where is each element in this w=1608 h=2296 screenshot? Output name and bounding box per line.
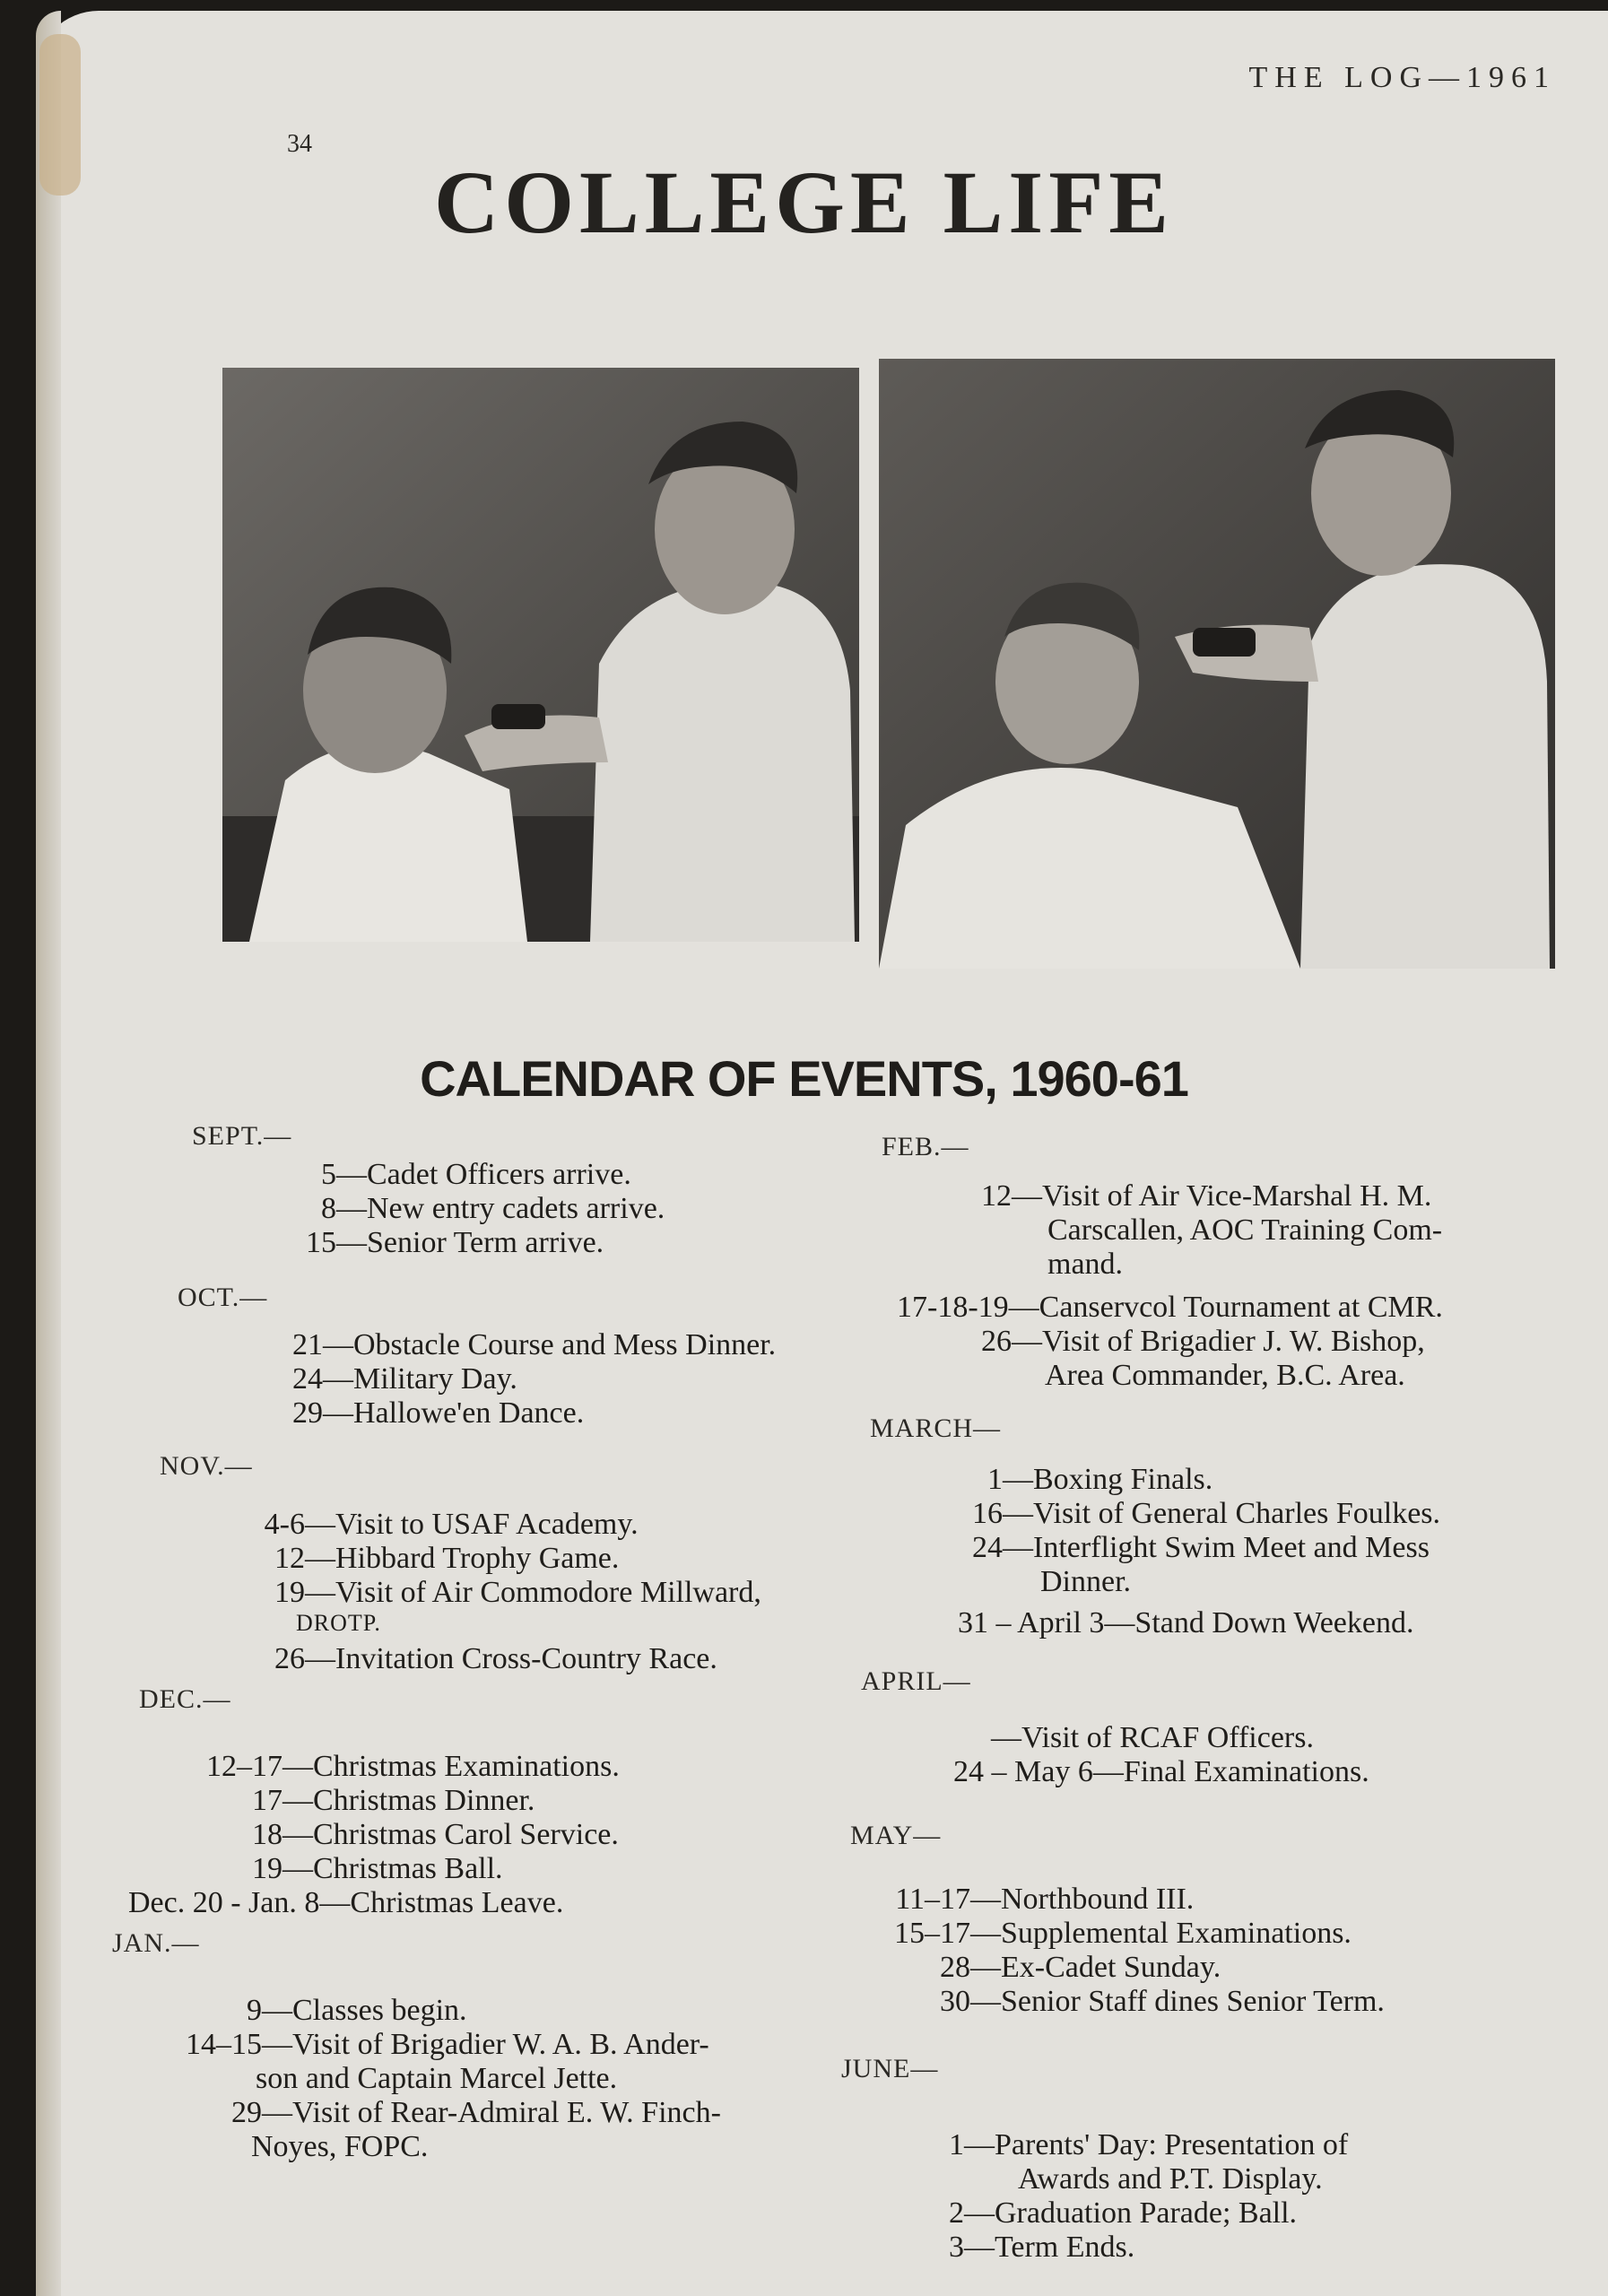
list-item: 3—Term Ends. — [949, 2231, 1135, 2264]
list-item: 11–17—Northbound III. — [895, 1883, 1195, 1916]
list-item: 14–15—Visit of Brigadier W. A. B. Ander- — [186, 2028, 709, 2061]
list-item: 12—Visit of Air Vice-Marshal H. M. — [981, 1179, 1432, 1213]
list-item: Carscallen, AOC Training Com- — [1047, 1213, 1443, 1247]
month-label-sept: SEPT.— — [192, 1121, 292, 1151]
list-item: 29—Visit of Rear-Admiral E. W. Finch- — [231, 2096, 721, 2129]
list-item: Dec. 20 - Jan. 8—Christmas Leave. — [128, 1886, 564, 1919]
page-title: COLLEGE LIFE — [434, 152, 1174, 252]
list-item: 30—Senior Staff dines Senior Term. — [940, 1985, 1385, 2018]
barber-haircut-photo — [222, 368, 859, 942]
page-number: 34 — [287, 130, 312, 158]
barber-haircut-photo — [879, 359, 1555, 969]
month-label-feb: FEB.— — [882, 1132, 969, 1161]
month-label-may: MAY— — [850, 1821, 942, 1850]
list-item: 15—Senior Term arrive. — [306, 1226, 604, 1259]
month-label-april: APRIL— — [861, 1666, 971, 1696]
list-item: DROTP. — [296, 1610, 381, 1636]
list-item: Noyes, FOPC. — [251, 2130, 429, 2163]
list-item: son and Captain Marcel Jette. — [256, 2062, 618, 2095]
list-item: 26—Invitation Cross-Country Race. — [274, 1642, 717, 1675]
list-item: 2—Graduation Parade; Ball. — [949, 2196, 1298, 2230]
list-item: 19—Visit of Air Commodore Millward, — [274, 1576, 761, 1609]
list-item: Dinner. — [1040, 1565, 1132, 1598]
list-item: 5—Cadet Officers arrive. — [321, 1158, 631, 1191]
book-page — [36, 11, 1608, 2296]
list-item: 4-6—Visit to USAF Academy. — [264, 1508, 639, 1541]
list-item: 24—Interflight Swim Meet and Mess — [972, 1531, 1430, 1564]
list-item: 19—Christmas Ball. — [252, 1852, 503, 1885]
barber-photo-left — [222, 368, 859, 942]
list-item: 18—Christmas Carol Service. — [252, 1818, 619, 1851]
list-item: 16—Visit of General Charles Foulkes. — [972, 1497, 1441, 1530]
list-item: mand. — [1047, 1248, 1124, 1281]
list-item: 1—Parents' Day: Presentation of — [949, 2128, 1349, 2161]
list-item: 26—Visit of Brigadier J. W. Bishop, — [981, 1325, 1425, 1358]
list-item: 29—Hallowe'en Dance. — [292, 1396, 585, 1430]
month-label-dec: DEC.— — [139, 1684, 231, 1714]
list-item: 28—Ex-Cadet Sunday. — [940, 1951, 1221, 1984]
month-label-jan: JAN.— — [112, 1928, 200, 1958]
running-head: THE LOG—1961 — [1248, 61, 1556, 94]
list-item: 24—Military Day. — [292, 1362, 517, 1396]
list-item: 12—Hibbard Trophy Game. — [274, 1542, 620, 1575]
list-item: 8—New entry cadets arrive. — [321, 1192, 665, 1225]
list-item: 9—Classes begin. — [247, 1994, 467, 2027]
month-label-june: JUNE— — [841, 2054, 939, 2083]
list-item: Awards and P.T. Display. — [1018, 2162, 1323, 2196]
list-item: 1—Boxing Finals. — [987, 1463, 1213, 1496]
month-label-march: MARCH— — [870, 1413, 1002, 1443]
list-item: 12–17—Christmas Examinations. — [206, 1750, 620, 1783]
page-spine-edge — [36, 11, 61, 2296]
calendar-heading: CALENDAR OF EVENTS, 1960-61 — [420, 1050, 1188, 1107]
list-item: 15–17—Supplemental Examinations. — [894, 1917, 1352, 1950]
list-item: 17-18-19—Canservcol Tournament at CMR. — [897, 1291, 1443, 1324]
month-label-nov: NOV.— — [160, 1451, 253, 1481]
month-label-oct: OCT.— — [178, 1283, 268, 1312]
list-item: —Visit of RCAF Officers. — [991, 1721, 1314, 1754]
barber-photo-right — [879, 359, 1555, 969]
list-item: 31 – April 3—Stand Down Weekend. — [958, 1606, 1414, 1639]
list-item: 17—Christmas Dinner. — [252, 1784, 535, 1817]
list-item: Area Commander, B.C. Area. — [1045, 1359, 1405, 1392]
list-item: 21—Obstacle Course and Mess Dinner. — [292, 1328, 777, 1361]
list-item: 24 – May 6—Final Examinations. — [953, 1755, 1369, 1788]
